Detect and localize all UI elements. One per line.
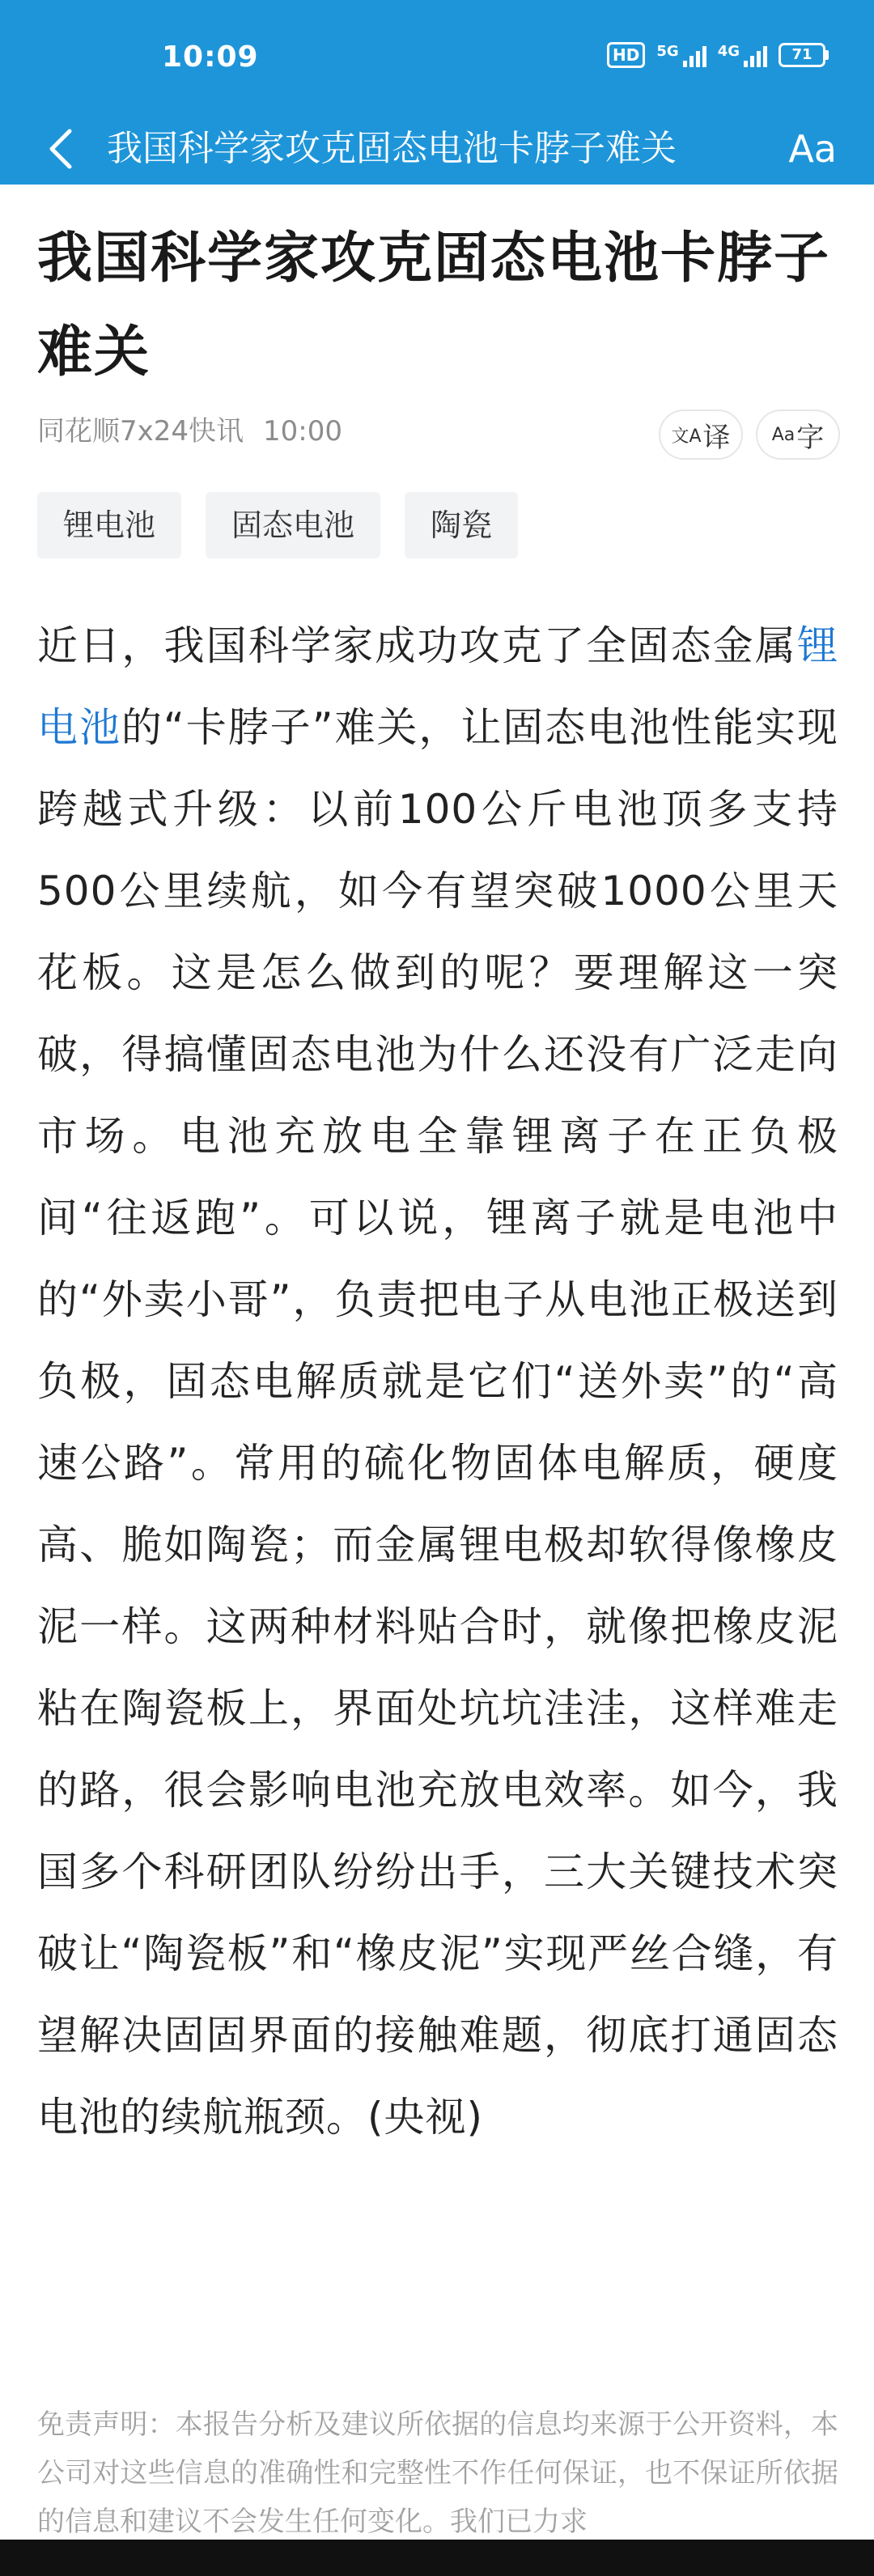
- article-title: 我国科学家攻克固态电池卡脖子难关: [37, 227, 831, 384]
- body-text-part2: 的“卡脖子”难关，让固态电池性能实现跨越式升级：以前100公斤电池顶多支持500公里续航，如今有望突破1000公里天花板。这是怎么做到的呢？要理解这一突破，得搞懂固态电池为什么还没有广泛走向市场。电池充放电全靠锂离子在正负极间“往返跑”。可以说，锂离子就是电池中的“外卖小哥”，负责把电子从电池正极送到负极，固态电解质就是它们“送外卖”的“高速公路”。常用的硫化物固体电解质，硬度高、脆如陶瓷；而金属锂电极却软得像橡皮泥一样。这两种材料贴合时，就像把橡皮泥粘在陶瓷板上，界面处坑坑洼洼，这样难走的路，很会影响电池充放电效率。如今，我国多个科研团队纷纷出手，三大关键技术突破让“陶瓷板”和“橡皮泥”实现严丝合缝，有望解决固固界面的接触难题，彻底打通固态电池的续航瓶颈。(央视): [37, 704, 839, 2141]
- tag-solid-state-battery[interactable]: 固态电池: [206, 492, 380, 558]
- article-meta: [37, 411, 342, 452]
- battery-level: 71: [779, 43, 825, 67]
- translate-icon: 文A: [671, 426, 702, 447]
- status-bar: [0, 0, 874, 120]
- tag-ceramics[interactable]: 陶瓷: [405, 492, 518, 558]
- body-text-part1: 近日，我国科学家成功攻克了全固态金属: [37, 622, 797, 669]
- signal-5g-label: 5G: [656, 43, 679, 60]
- chevron-left-icon: [47, 128, 74, 170]
- nav-bar: [0, 120, 874, 185]
- article-time: 10:00: [263, 415, 343, 448]
- disclaimer: 免责声明：本报告分析及建议所依据的信息均来源于公开资料，本公司对这些信息的准确性和完整性不作任何保证，也不保证所依据的信息和建议不会发生任何变化。我们已力求: [37, 2408, 838, 2538]
- signal-4g-label: 4G: [717, 43, 740, 60]
- article-source: 同花顺7x24快讯: [37, 415, 244, 448]
- signal-4g-icon: [718, 43, 767, 67]
- font-style-button[interactable]: [756, 410, 840, 460]
- tag-list: [37, 492, 518, 558]
- body-stock-link[interactable]: 锂电池: [37, 622, 838, 751]
- status-time: 10:09: [162, 40, 259, 74]
- article-body: [37, 605, 838, 2158]
- translate-button[interactable]: [659, 410, 743, 460]
- signal-5g-icon: [656, 43, 706, 67]
- bottom-bar: [0, 2540, 874, 2576]
- app-header: [0, 0, 874, 185]
- font-style-icon: Aa: [771, 424, 796, 445]
- translate-label: 译: [702, 421, 731, 454]
- tag-lithium-battery[interactable]: 锂电池: [37, 492, 181, 558]
- battery-icon: [779, 43, 829, 67]
- font-size-button[interactable]: Aa: [788, 127, 837, 171]
- nav-title: 我国科学家攻克固态电池卡脖子难关: [107, 128, 677, 169]
- status-icons: [607, 42, 829, 68]
- font-style-label: 字: [796, 421, 825, 454]
- hd-icon: HD: [607, 42, 645, 68]
- back-button[interactable]: [32, 120, 89, 178]
